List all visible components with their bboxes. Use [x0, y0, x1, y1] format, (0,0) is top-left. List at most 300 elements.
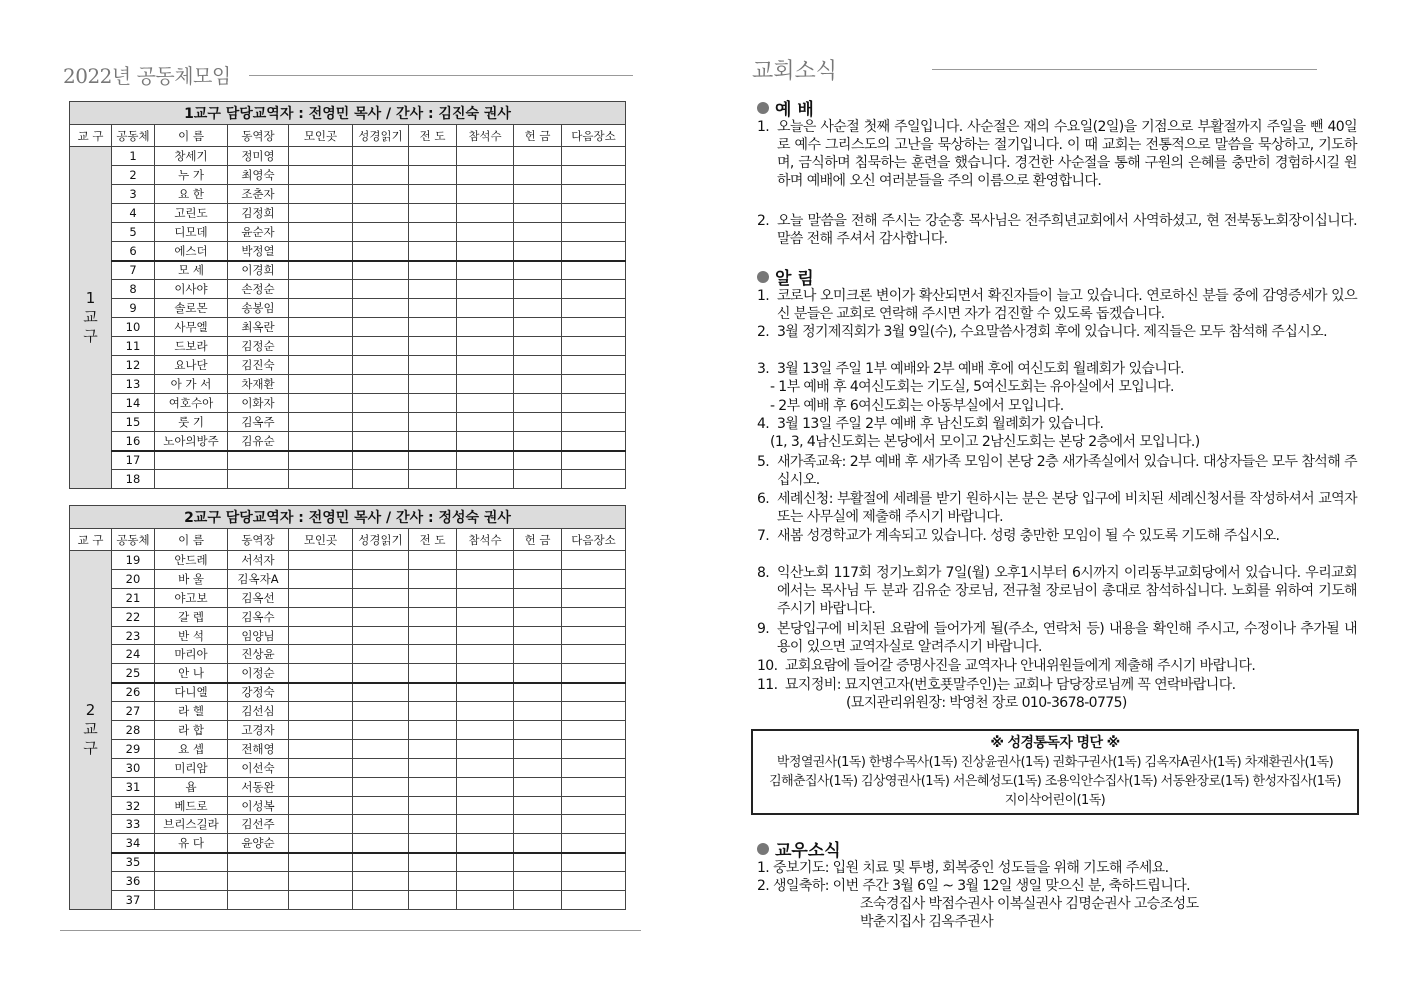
- blank-cell: [514, 451, 562, 470]
- bible-readers-line: 지이삭어린이(1독): [1004, 793, 1106, 808]
- leader-name: 이정순: [228, 664, 289, 683]
- blank-cell: [409, 891, 457, 910]
- group-number: 4: [112, 204, 155, 223]
- leader-name: 강정숙: [228, 683, 289, 702]
- blank-cell: [353, 470, 409, 489]
- blank-cell: [514, 432, 562, 451]
- blank-cell: [514, 834, 562, 853]
- column-header: 동역장: [228, 125, 289, 147]
- blank-cell: [353, 872, 409, 891]
- column-header: 다음장소: [562, 125, 626, 147]
- group-name: 야고보: [155, 588, 228, 607]
- blank-cell: [353, 569, 409, 588]
- group-number: 19: [112, 551, 155, 570]
- blank-cell: [409, 588, 457, 607]
- group-number: 14: [112, 394, 155, 413]
- members-item-1: 1. 중보기도: 입원 치료 및 투병, 회복중인 성도들을 위해 기도해 주세요.: [757, 860, 1169, 876]
- blank-cell: [353, 588, 409, 607]
- leader-name: 김옥수: [228, 607, 289, 626]
- group-number: 3: [112, 185, 155, 204]
- blank-cell: [289, 777, 353, 796]
- district-label: 1 교 구: [70, 147, 112, 489]
- blank-cell: [457, 337, 514, 356]
- column-header: 전 도: [409, 125, 457, 147]
- worship-item-1: 1. 오늘은 사순절 첫째 주일입니다. 사순절은 재의 수요일(2일)을 기점으로 부활절까지 주일을 뺀 40일로 예수 그리스도의 고난을 묵상하는 절기입니다. 이 때 교회는 전통적으로 말씀을 묵상하고, 기도하며, 금식하며 침묵하는 훈련을 했습니다. 경건한 사순절을 통해 구원의 은혜를 충만히 경험하시길 원하며 예배에 오신 여러분들을 주의 이름으로 환영합니다.: [757, 119, 1357, 189]
- blank-cell: [562, 721, 626, 740]
- blank-cell: [514, 261, 562, 280]
- group-number: 9: [112, 299, 155, 318]
- page-title-right: 교회소식: [752, 59, 838, 84]
- bullet-icon: [757, 102, 769, 114]
- blank-cell: [409, 626, 457, 645]
- title-divider-right: [932, 69, 1317, 70]
- blank-cell: [562, 607, 626, 626]
- blank-cell: [457, 375, 514, 394]
- leader-name: 전해영: [228, 739, 289, 758]
- blank-cell: [514, 815, 562, 834]
- blank-cell: [562, 356, 626, 375]
- notice-4-sub: (1, 3, 4남신도회는 본당에서 모이고 2남신도회는 본당 2층에서 모입니다.): [770, 434, 1200, 450]
- table-row: [70, 147, 626, 166]
- blank-cell: [457, 470, 514, 489]
- column-header: 참석수: [457, 529, 514, 551]
- blank-cell: [409, 242, 457, 261]
- group-name: 바 울: [155, 569, 228, 588]
- blank-cell: [353, 356, 409, 375]
- blank-cell: [289, 739, 353, 758]
- blank-cell: [353, 413, 409, 432]
- table-row: [70, 551, 626, 570]
- group-number: 1: [112, 147, 155, 166]
- blank-cell: [457, 299, 514, 318]
- leader-name: 김옥자A: [228, 569, 289, 588]
- blank-cell: [353, 280, 409, 299]
- table-row: [70, 853, 626, 872]
- group-number: 37: [112, 891, 155, 910]
- blank-cell: [409, 721, 457, 740]
- group-number: 27: [112, 702, 155, 721]
- blank-cell: [353, 451, 409, 470]
- leader-name: 정미영: [228, 147, 289, 166]
- blank-cell: [562, 551, 626, 570]
- blank-cell: [562, 683, 626, 702]
- blank-cell: [289, 185, 353, 204]
- notices-heading: [757, 264, 814, 289]
- blank-cell: [409, 166, 457, 185]
- table-row: [70, 223, 626, 242]
- leader-name: 고경자: [228, 721, 289, 740]
- group-number: 2: [112, 166, 155, 185]
- table-row: [70, 891, 626, 910]
- group-number: 15: [112, 413, 155, 432]
- blank-cell: [514, 166, 562, 185]
- blank-cell: [562, 702, 626, 721]
- blank-cell: [353, 891, 409, 910]
- leader-name: 김선심: [228, 702, 289, 721]
- blank-cell: [289, 223, 353, 242]
- blank-cell: [562, 626, 626, 645]
- blank-cell: [289, 299, 353, 318]
- blank-cell: [457, 280, 514, 299]
- group-name: 안 나: [155, 664, 228, 683]
- group-name: 라 합: [155, 721, 228, 740]
- group-name: 누 가: [155, 166, 228, 185]
- group-name: 이사야: [155, 280, 228, 299]
- blank-cell: [289, 261, 353, 280]
- notice-item-7: 7. 새봄 성경학교가 계속되고 있습니다. 성령 충만한 모임이 될 수 있도록 기도해 주십시오.: [757, 528, 1280, 544]
- blank-cell: [514, 721, 562, 740]
- notice-item-3: 3. 3월 13일 주일 1부 예배와 2부 예배 후에 여신도회 월례회가 있습니다.: [757, 361, 1184, 377]
- group-name: 마리아: [155, 645, 228, 664]
- blank-cell: [457, 261, 514, 280]
- group-number: 26: [112, 683, 155, 702]
- birthday-names: 조숙경집사 박점수권사 이복실권사 김명순권사 고승조성도: [860, 896, 1199, 912]
- blank-cell: [457, 758, 514, 777]
- group-name: 요 셉: [155, 739, 228, 758]
- table-row: [70, 815, 626, 834]
- leader-name: 최옥란: [228, 318, 289, 337]
- leader-name: 윤양순: [228, 834, 289, 853]
- group-name: 모 세: [155, 261, 228, 280]
- blank-cell: [289, 470, 353, 489]
- worship-item-2: 2. 오늘 말씀을 전해 주시는 강순홍 목사님은 전주희년교회에서 사역하셨고, 현 전북동노회장이십니다. 말씀 전해 주셔서 감사합니다.: [757, 213, 1357, 247]
- blank-cell: [562, 739, 626, 758]
- worship-heading-text: 예 배: [775, 100, 814, 120]
- group-name: [155, 470, 228, 489]
- group-name: 고린도: [155, 204, 228, 223]
- blank-cell: [289, 551, 353, 570]
- blank-cell: [457, 588, 514, 607]
- table-row: [70, 777, 626, 796]
- blank-cell: [289, 815, 353, 834]
- blank-cell: [457, 147, 514, 166]
- blank-cell: [353, 796, 409, 815]
- table-row: [70, 204, 626, 223]
- blank-cell: [457, 626, 514, 645]
- blank-cell: [514, 280, 562, 299]
- leader-name: 김진숙: [228, 356, 289, 375]
- blank-cell: [409, 815, 457, 834]
- group-number: 6: [112, 242, 155, 261]
- blank-cell: [289, 683, 353, 702]
- blank-cell: [514, 607, 562, 626]
- leader-name: 김정순: [228, 337, 289, 356]
- leader-name: 박정열: [228, 242, 289, 261]
- blank-cell: [289, 872, 353, 891]
- blank-cell: [562, 413, 626, 432]
- group-name: [155, 853, 228, 872]
- blank-cell: [562, 815, 626, 834]
- table-row: [70, 451, 626, 470]
- notice-item-11: 11. 묘지정비: 묘지연고자(번호푯말주인)는 교회나 담당장로님께 꼭 연락바랍니다.: [757, 677, 1236, 693]
- group-number: 7: [112, 261, 155, 280]
- table-row: [70, 166, 626, 185]
- blank-cell: [562, 872, 626, 891]
- blank-cell: [457, 721, 514, 740]
- bible-readers-line: 김해춘집사(1독) 김상영권사(1독) 서은혜성도(1독) 조용익안수집사(1독) 서동완장로(1독) 한성자집사(1독): [769, 774, 1341, 789]
- table-row: [70, 645, 626, 664]
- blank-cell: [514, 891, 562, 910]
- leader-name: 송봉임: [228, 299, 289, 318]
- blank-cell: [289, 758, 353, 777]
- blank-cell: [409, 261, 457, 280]
- table-row: [70, 796, 626, 815]
- group-number: 12: [112, 356, 155, 375]
- blank-cell: [289, 721, 353, 740]
- table-row: [70, 721, 626, 740]
- blank-cell: [562, 242, 626, 261]
- blank-cell: [562, 394, 626, 413]
- district-title: 1교구 담당교역자 : 전영민 목사 / 간사 : 김진숙 권사: [70, 102, 626, 125]
- leader-name: 김선주: [228, 815, 289, 834]
- blank-cell: [409, 683, 457, 702]
- blank-cell: [353, 204, 409, 223]
- column-header: 성경읽기: [353, 529, 409, 551]
- column-header: 헌 금: [514, 529, 562, 551]
- blank-cell: [457, 223, 514, 242]
- group-number: 33: [112, 815, 155, 834]
- title-divider: [249, 75, 633, 76]
- district-label: 2 교 구: [70, 551, 112, 910]
- blank-cell: [289, 853, 353, 872]
- birthday-names: 박춘지집사 김옥주권사: [860, 914, 994, 930]
- table-row: [70, 872, 626, 891]
- blank-cell: [353, 721, 409, 740]
- blank-cell: [289, 413, 353, 432]
- blank-cell: [353, 758, 409, 777]
- blank-cell: [289, 626, 353, 645]
- blank-cell: [514, 185, 562, 204]
- blank-cell: [514, 683, 562, 702]
- blank-cell: [289, 664, 353, 683]
- leader-name: 김옥주: [228, 413, 289, 432]
- group-name: 갈 렙: [155, 607, 228, 626]
- blank-cell: [562, 834, 626, 853]
- group-number: 17: [112, 451, 155, 470]
- group-name: 브리스길라: [155, 815, 228, 834]
- blank-cell: [409, 702, 457, 721]
- table-row: [70, 413, 626, 432]
- leader-name: 임양님: [228, 626, 289, 645]
- members-heading: [757, 836, 841, 861]
- table-row: [70, 834, 626, 853]
- blank-cell: [514, 569, 562, 588]
- blank-cell: [289, 318, 353, 337]
- blank-cell: [562, 185, 626, 204]
- group-number: 18: [112, 470, 155, 489]
- blank-cell: [409, 569, 457, 588]
- column-header: 교 구: [70, 529, 112, 551]
- blank-cell: [353, 299, 409, 318]
- blank-cell: [289, 451, 353, 470]
- blank-cell: [457, 242, 514, 261]
- blank-cell: [409, 185, 457, 204]
- blank-cell: [409, 413, 457, 432]
- group-name: 여호수아: [155, 394, 228, 413]
- group-name: 룻 기: [155, 413, 228, 432]
- blank-cell: [353, 739, 409, 758]
- blank-cell: [562, 261, 626, 280]
- blank-cell: [353, 375, 409, 394]
- column-header: 성경읽기: [353, 125, 409, 147]
- blank-cell: [353, 242, 409, 261]
- blank-cell: [457, 318, 514, 337]
- blank-cell: [289, 394, 353, 413]
- blank-cell: [457, 204, 514, 223]
- blank-cell: [514, 223, 562, 242]
- bottom-divider: [60, 930, 641, 931]
- table-row: [70, 356, 626, 375]
- group-name: 베드로: [155, 796, 228, 815]
- blank-cell: [562, 375, 626, 394]
- district2-table: [69, 505, 626, 910]
- group-name: 라 헬: [155, 702, 228, 721]
- blank-cell: [353, 223, 409, 242]
- blank-cell: [409, 872, 457, 891]
- blank-cell: [289, 796, 353, 815]
- blank-cell: [562, 166, 626, 185]
- group-name: 드보라: [155, 337, 228, 356]
- group-number: 23: [112, 626, 155, 645]
- table-row: [70, 375, 626, 394]
- leader-name: [228, 470, 289, 489]
- blank-cell: [562, 588, 626, 607]
- table-row: [70, 242, 626, 261]
- blank-cell: [409, 337, 457, 356]
- column-header: 모인곳: [289, 529, 353, 551]
- group-number: 8: [112, 280, 155, 299]
- table-row: [70, 626, 626, 645]
- blank-cell: [289, 432, 353, 451]
- group-name: 안드레: [155, 551, 228, 570]
- blank-cell: [353, 683, 409, 702]
- notice-item-4: 4. 3월 13일 주일 2부 예배 후 남신도회 월례회가 있습니다.: [757, 416, 1104, 432]
- blank-cell: [457, 834, 514, 853]
- blank-cell: [289, 607, 353, 626]
- blank-cell: [457, 739, 514, 758]
- leader-name: 조춘자: [228, 185, 289, 204]
- leader-name: [228, 853, 289, 872]
- leader-name: 김유순: [228, 432, 289, 451]
- blank-cell: [514, 147, 562, 166]
- table-row: [70, 569, 626, 588]
- group-name: [155, 451, 228, 470]
- blank-cell: [457, 683, 514, 702]
- blank-cell: [514, 796, 562, 815]
- blank-cell: [353, 394, 409, 413]
- notice-item-1: 1. 코로나 오미크론 변이가 확산되면서 확진자들이 늘고 있습니다. 연로하신 분들 중에 감영증세가 있으신 분들은 교회로 연락해 주시면 자가 검진할 수 있도록 돕겠습니다.: [757, 288, 1357, 322]
- blank-cell: [514, 204, 562, 223]
- blank-cell: [289, 569, 353, 588]
- blank-cell: [514, 872, 562, 891]
- notice-3-sub-a: - 1부 예배 후 4여신도회는 기도실, 5여신도회는 유아실에서 모입니다.: [770, 379, 1174, 395]
- leader-name: [228, 891, 289, 910]
- table-row: [70, 337, 626, 356]
- column-header: 동역장: [228, 529, 289, 551]
- table-row: [70, 470, 626, 489]
- blank-cell: [409, 758, 457, 777]
- blank-cell: [409, 470, 457, 489]
- table-row: [70, 432, 626, 451]
- blank-cell: [514, 664, 562, 683]
- blank-cell: [409, 223, 457, 242]
- table-row: [70, 318, 626, 337]
- blank-cell: [457, 432, 514, 451]
- column-header: 전 도: [409, 529, 457, 551]
- blank-cell: [562, 451, 626, 470]
- bible-readers-title: ※ 성경통독자 명단 ※: [990, 735, 1120, 751]
- group-name: 다니엘: [155, 683, 228, 702]
- leader-name: 이선숙: [228, 758, 289, 777]
- blank-cell: [457, 777, 514, 796]
- group-name: 미리암: [155, 758, 228, 777]
- blank-cell: [289, 588, 353, 607]
- blank-cell: [353, 147, 409, 166]
- bullet-icon: [757, 843, 769, 855]
- leader-name: 김옥선: [228, 588, 289, 607]
- blank-cell: [353, 261, 409, 280]
- blank-cell: [562, 796, 626, 815]
- blank-cell: [457, 664, 514, 683]
- blank-cell: [457, 551, 514, 570]
- blank-cell: [289, 280, 353, 299]
- table-row: [70, 758, 626, 777]
- blank-cell: [514, 758, 562, 777]
- group-number: 28: [112, 721, 155, 740]
- blank-cell: [289, 204, 353, 223]
- blank-cell: [562, 337, 626, 356]
- table-row: [70, 702, 626, 721]
- group-number: 24: [112, 645, 155, 664]
- blank-cell: [457, 796, 514, 815]
- blank-cell: [353, 815, 409, 834]
- blank-cell: [457, 702, 514, 721]
- group-number: 35: [112, 853, 155, 872]
- leader-name: 최영숙: [228, 166, 289, 185]
- district-title: 2교구 담당교역자 : 전영민 목사 / 간사 : 정성숙 권사: [70, 506, 626, 529]
- notices-heading-text: 알 림: [775, 269, 814, 289]
- table-row: [70, 607, 626, 626]
- leader-name: 김정희: [228, 204, 289, 223]
- blank-cell: [562, 147, 626, 166]
- column-header: 공동체: [112, 529, 155, 551]
- blank-cell: [562, 777, 626, 796]
- leader-name: 윤순자: [228, 223, 289, 242]
- blank-cell: [514, 777, 562, 796]
- blank-cell: [457, 185, 514, 204]
- group-number: 20: [112, 569, 155, 588]
- blank-cell: [562, 645, 626, 664]
- notice-item-8: 8. 익산노회 117회 정기노회가 7일(월) 오후1시부터 6시까지 이리동부교회당에서 있습니다. 우리교회에서는 목사님 두 분과 김유순 장로님, 전규철 장로님이 총대로 참석하십니다. 노회를 위하여 기도해 주시기 바랍니다.: [757, 565, 1357, 617]
- blank-cell: [409, 356, 457, 375]
- blank-cell: [289, 166, 353, 185]
- blank-cell: [562, 853, 626, 872]
- blank-cell: [562, 223, 626, 242]
- group-name: [155, 891, 228, 910]
- table-row: [70, 664, 626, 683]
- blank-cell: [457, 872, 514, 891]
- bible-readers-box: [751, 729, 1359, 815]
- leader-name: 서석자: [228, 551, 289, 570]
- leader-name: 진상윤: [228, 645, 289, 664]
- group-number: 36: [112, 872, 155, 891]
- blank-cell: [514, 702, 562, 721]
- group-number: 29: [112, 739, 155, 758]
- blank-cell: [289, 645, 353, 664]
- blank-cell: [562, 204, 626, 223]
- blank-cell: [409, 318, 457, 337]
- blank-cell: [353, 834, 409, 853]
